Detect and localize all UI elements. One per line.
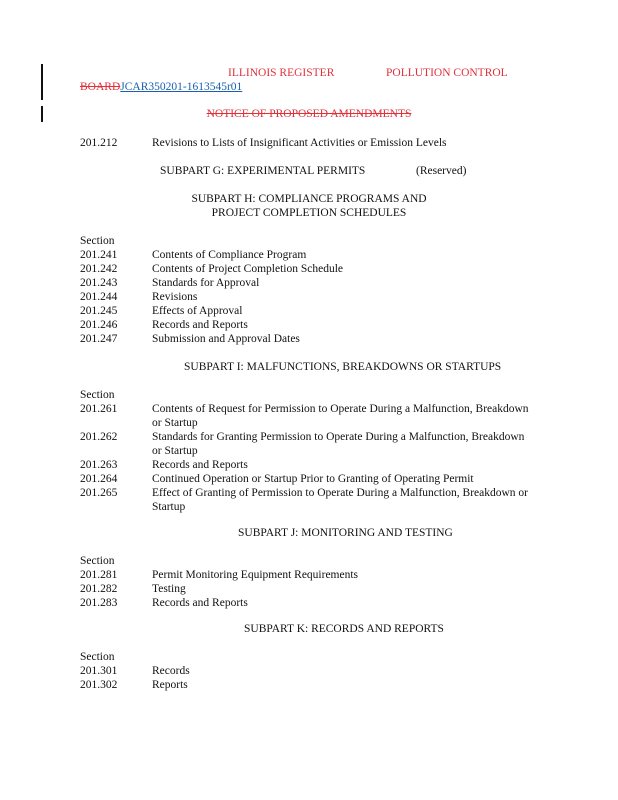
- subpart-j-title: SUBPART J: MONITORING AND TESTING: [238, 527, 453, 539]
- subpart-g-title: SUBPART G: EXPERIMENTAL PERMITS: [160, 165, 366, 177]
- section-title: Standards for Approval: [152, 277, 260, 289]
- section-title: Submission and Approval Dates: [152, 333, 300, 345]
- section-number: 201.245: [80, 305, 118, 317]
- section-label: Section: [80, 235, 115, 247]
- section-title: Contents of Project Completion Schedule: [152, 263, 344, 275]
- section-title-continued: or Startup: [152, 445, 198, 457]
- section-title: Effect of Granting of Permission to Operate During a Malfunction, Breakdown or: [152, 487, 528, 499]
- section-number: 201.263: [80, 459, 118, 471]
- section-title-continued: or Startup: [152, 417, 198, 429]
- notice-heading: NOTICE OF PROPOSED AMENDMENTS: [206, 108, 412, 120]
- section-number: 201.242: [80, 263, 118, 275]
- section-title: Permit Monitoring Equipment Requirements: [152, 569, 359, 581]
- section-number: 201.243: [80, 277, 118, 289]
- section-number: 201.302: [80, 679, 118, 691]
- section-title: Records and Reports: [152, 597, 248, 609]
- section-title: Records and Reports: [152, 319, 248, 331]
- section-number: 201.247: [80, 333, 118, 345]
- section-label: Section: [80, 555, 115, 567]
- section-title: Records and Reports: [152, 459, 248, 471]
- section-number: 201.264: [80, 473, 118, 485]
- section-number: 201.244: [80, 291, 118, 303]
- section-title: Testing: [152, 583, 186, 595]
- section-number: 201.212: [80, 137, 118, 149]
- section-title: Revisions to Lists of Insignificant Activities or Emission Levels: [152, 137, 447, 149]
- section-title: Continued Operation or Startup Prior to Granting of Operating Permit: [152, 473, 474, 485]
- section-title: Reports: [152, 679, 188, 691]
- section-number: 201.281: [80, 569, 118, 581]
- section-label: Section: [80, 651, 115, 663]
- section-title: Effects of Approval: [152, 305, 243, 317]
- register-title: ILLINOIS REGISTER: [228, 67, 335, 79]
- section-number: 201.262: [80, 431, 118, 443]
- subpart-h-title: SUBPART H: COMPLIANCE PROGRAMS AND: [191, 193, 427, 205]
- section-number: 201.261: [80, 403, 118, 415]
- section-number: 201.301: [80, 665, 118, 677]
- section-title: Contents of Request for Permission to Operate During a Malfunction, Breakdown: [152, 403, 529, 415]
- section-number: 201.283: [80, 597, 118, 609]
- section-title: Records: [152, 665, 190, 677]
- subpart-g-status: (Reserved): [416, 165, 467, 177]
- section-number: 201.265: [80, 487, 118, 499]
- jcar-link[interactable]: JCAR350201-1613545r01: [120, 81, 243, 93]
- section-number: 201.246: [80, 319, 118, 331]
- board-name-deleted: POLLUTION CONTROL: [386, 67, 508, 79]
- section-title-continued: Startup: [152, 501, 186, 513]
- subpart-k-title: SUBPART K: RECORDS AND REPORTS: [244, 623, 444, 635]
- board-name-deleted-continued: BOARD: [80, 81, 121, 93]
- section-title: Standards for Granting Permission to Operate During a Malfunction, Breakdown: [152, 431, 525, 443]
- subpart-h-subtitle: PROJECT COMPLETION SCHEDULES: [211, 207, 407, 219]
- section-title: Revisions: [152, 291, 198, 303]
- section-number: 201.282: [80, 583, 118, 595]
- revision-bar-top: [41, 64, 43, 100]
- section-title: Contents of Compliance Program: [152, 249, 307, 261]
- section-label: Section: [80, 389, 115, 401]
- subpart-i-title: SUBPART I: MALFUNCTIONS, BREAKDOWNS OR STARTUPS: [184, 361, 502, 373]
- section-number: 201.241: [80, 249, 118, 261]
